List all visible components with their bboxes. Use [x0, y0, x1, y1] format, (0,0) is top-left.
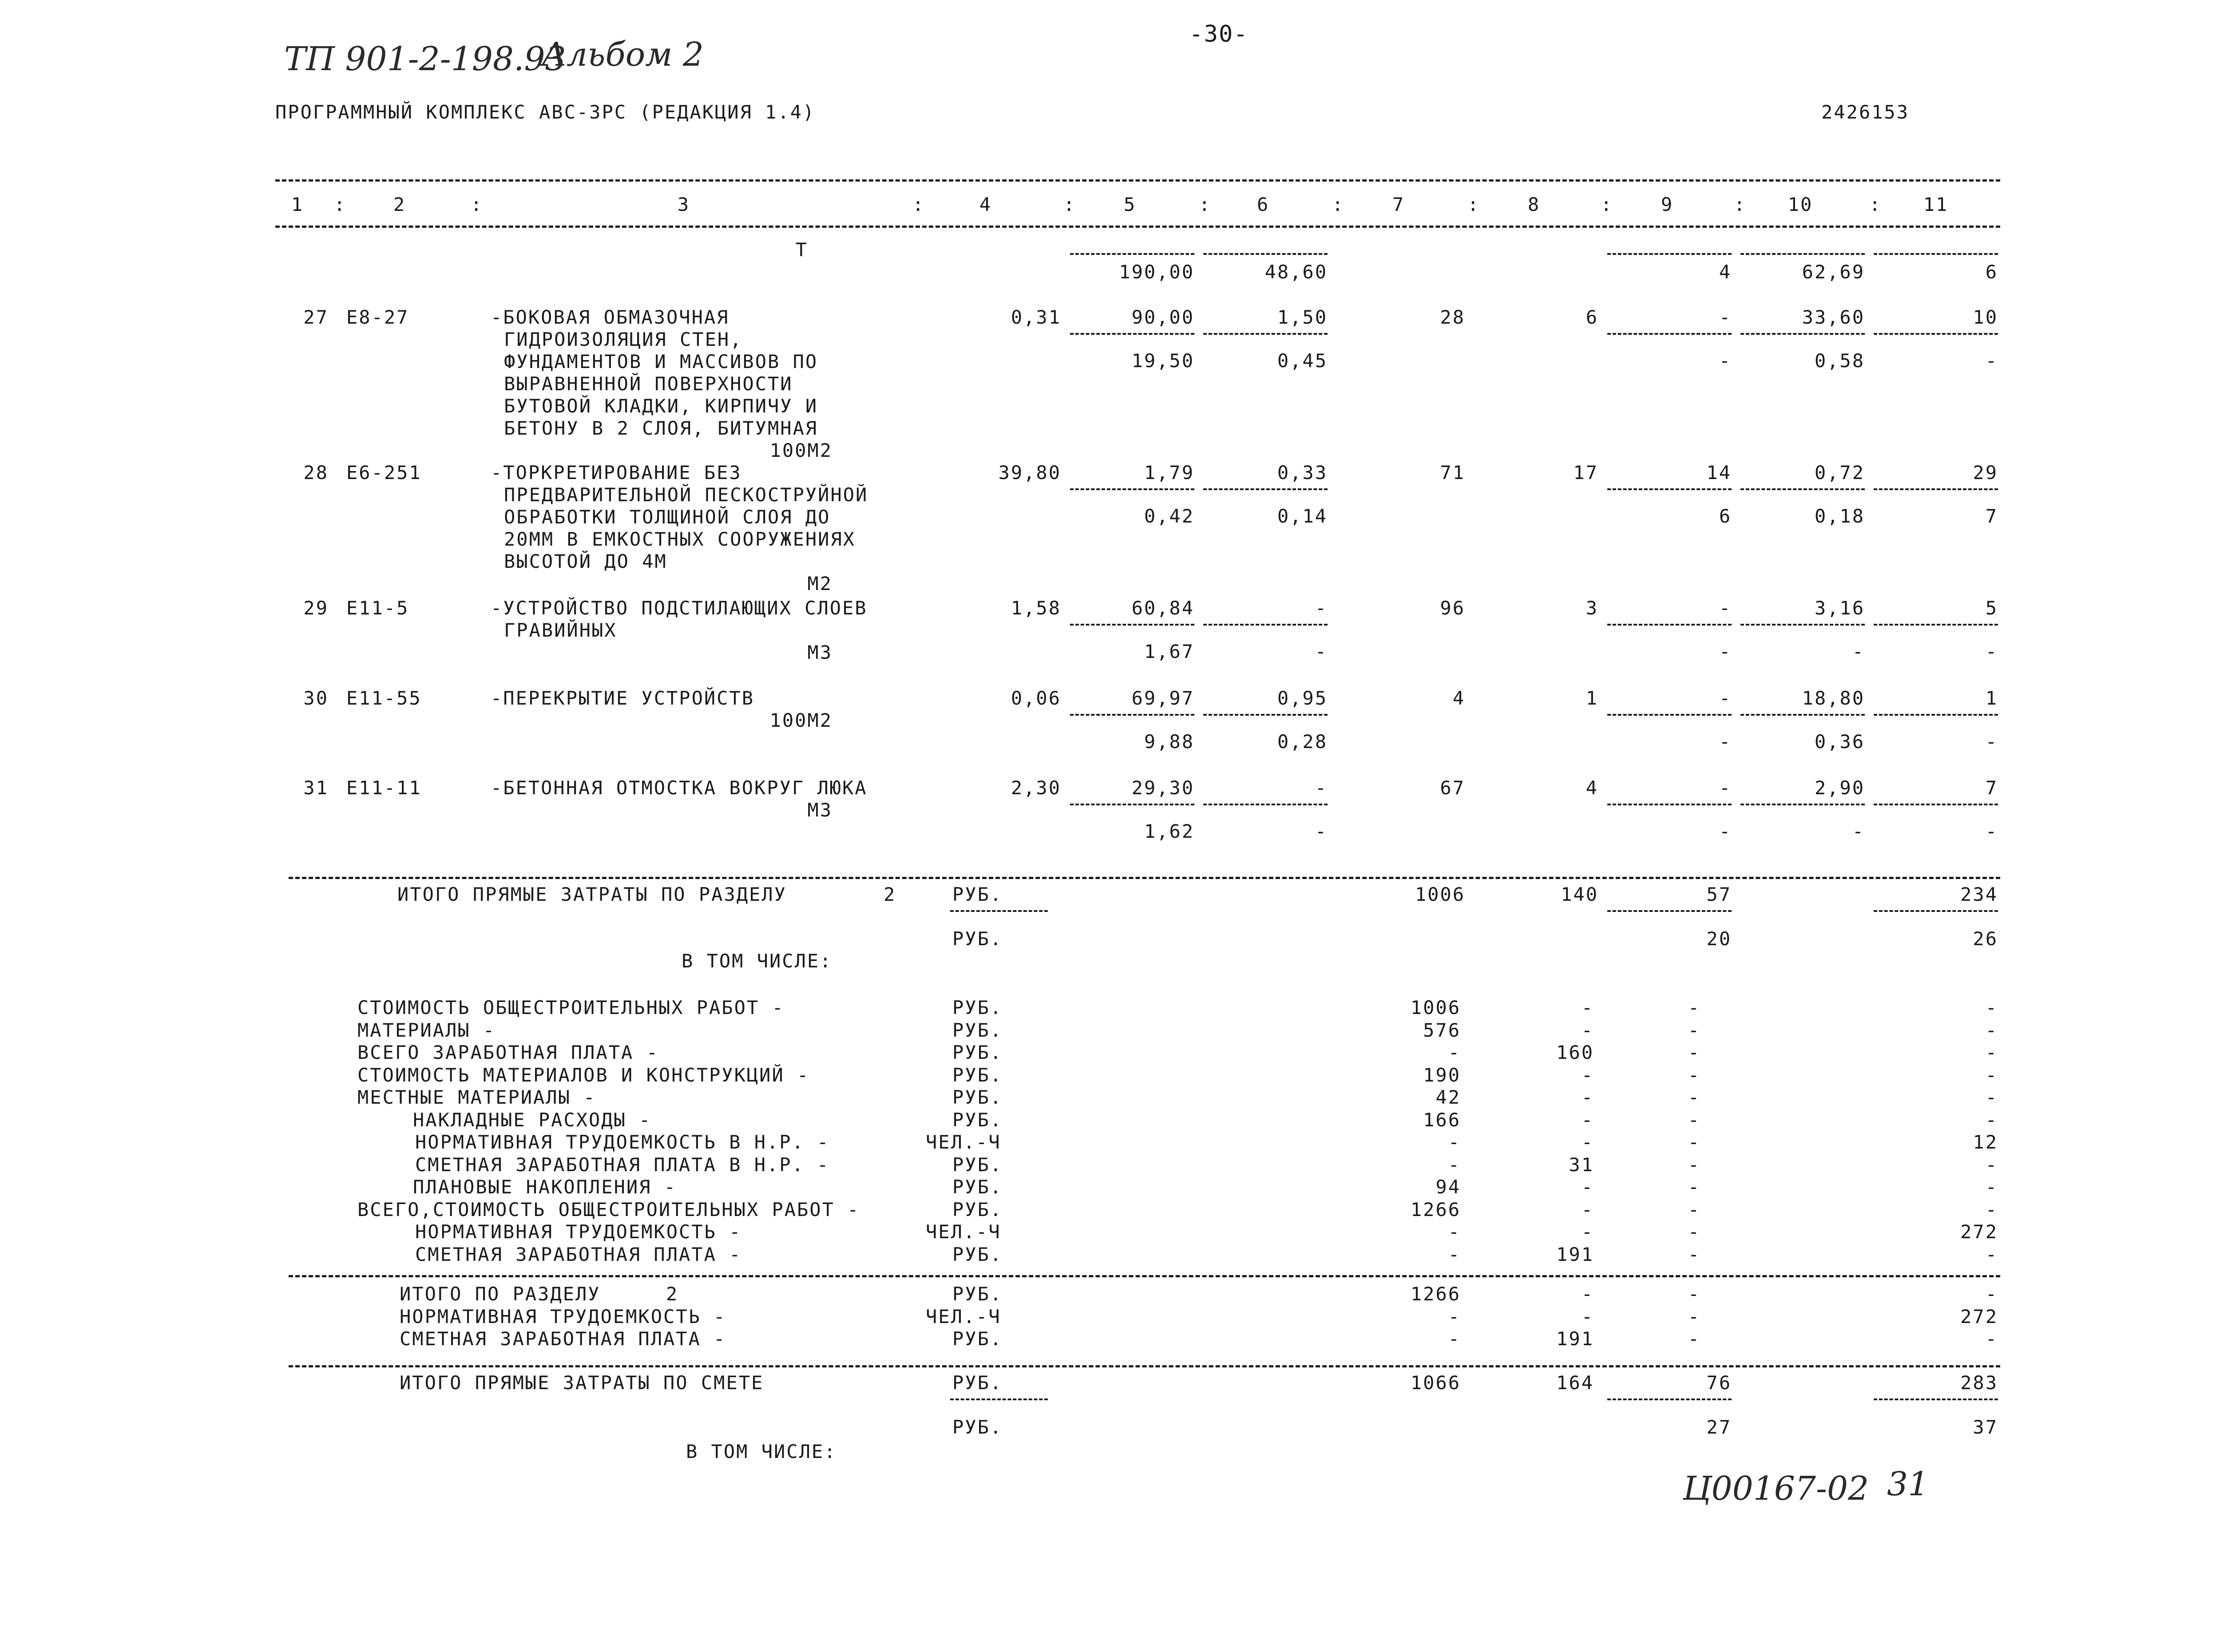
carry-seg-c6	[1203, 253, 1328, 255]
breakdown-label: СТОИМОСТЬ МАТЕРИАЛОВ И КОНСТРУКЦИЙ -	[357, 1064, 810, 1086]
estimate-total-rule	[289, 1365, 2000, 1367]
item-c10-top: 33,60	[1802, 306, 1865, 328]
column-separator: :	[1467, 194, 1480, 215]
breakdown-c11: -	[1985, 1243, 1998, 1265]
breakdown-label: ВСЕГО ЗАРАБОТНАЯ ПЛАТА -	[357, 1042, 659, 1063]
item-divider-c6	[1203, 804, 1328, 805]
item-c11-top: 7	[1985, 777, 1998, 799]
item-divider-c11	[1874, 624, 1998, 626]
breakdown-label: НОРМАТИВНАЯ ТРУДОЕМКОСТЬ -	[415, 1221, 742, 1243]
item-c5-top: 90,00	[1131, 306, 1194, 328]
item-divider-c10	[1740, 333, 1865, 335]
column-header-1: 1	[291, 194, 304, 215]
item-divider-c5	[1070, 624, 1194, 626]
breakdown-c8: -	[1581, 997, 1594, 1018]
item-divider-c5	[1070, 804, 1194, 805]
column-header-6: 6	[1257, 194, 1270, 215]
summary-c7: 1266	[1410, 1283, 1461, 1305]
carry-seg-c11	[1874, 253, 1998, 255]
item-divider-c9	[1607, 714, 1732, 716]
item-description-line: -ТОРКРЕТИРОВАНИЕ БЕЗ	[491, 462, 742, 483]
carry-c10: 62,69	[1802, 261, 1865, 283]
item-unit: М3	[807, 799, 832, 821]
item-divider-c6	[1203, 714, 1328, 716]
section-total-c9-div	[1607, 910, 1732, 912]
item-c8: 4	[1586, 777, 1598, 799]
item-c10-bottom: -	[1852, 641, 1865, 662]
item-number: 29	[303, 597, 329, 619]
item-divider-c9	[1607, 488, 1732, 490]
column-header-8: 8	[1527, 194, 1541, 215]
section-summary-rule	[289, 1275, 2000, 1277]
section-total-unit-bottom: РУБ.	[952, 928, 1003, 950]
breakdown-c7: 94	[1435, 1176, 1461, 1198]
item-c11-top: 10	[1973, 306, 1998, 328]
column-separator: :	[1869, 194, 1882, 215]
column-separator: :	[1734, 194, 1747, 215]
item-c11-bottom: -	[1985, 820, 1998, 842]
item-c9-bottom: 6	[1719, 505, 1732, 527]
breakdown-c7: -	[1448, 1153, 1461, 1176]
breakdown-c9: -	[1688, 1198, 1701, 1220]
breakdown-c11: -	[1985, 1019, 1998, 1041]
breakdown-c9: -	[1688, 1131, 1701, 1153]
item-c9-top: -	[1719, 597, 1732, 619]
item-divider-c10	[1740, 804, 1865, 805]
section-total-c11-div	[1874, 910, 1998, 912]
item-divider-c6	[1203, 488, 1328, 490]
column-header-11: 11	[1923, 194, 1949, 215]
column-separator: :	[471, 194, 484, 215]
item-c10-bottom: 0,36	[1814, 731, 1865, 753]
estimate-total-c8: 164	[1556, 1372, 1594, 1394]
item-code: Е6-251	[346, 462, 422, 483]
estimate-total-unit-div	[950, 1398, 1048, 1400]
item-description-line: -БОКОВАЯ ОБМАЗОЧНАЯ	[491, 306, 729, 328]
item-c5-bottom: 0,42	[1144, 505, 1194, 527]
item-description-line: ГРАВИЙНЫХ	[504, 619, 617, 641]
section-total-c11-bottom: 26	[1973, 928, 1998, 950]
breakdown-c9: -	[1688, 1109, 1701, 1131]
item-quantity: 0,31	[1011, 306, 1061, 328]
breakdown-unit: РУБ.	[952, 1243, 1003, 1265]
item-divider-c5	[1070, 488, 1194, 490]
summary-c8: -	[1581, 1283, 1594, 1305]
column-separator: :	[1063, 194, 1076, 215]
item-c9-bottom: -	[1719, 350, 1732, 372]
item-description-line: ВЫСОТОЙ ДО 4М	[504, 551, 667, 572]
header-rule-top	[275, 179, 2000, 182]
section-total-c11-top: 234	[1960, 883, 1998, 905]
breakdown-unit: РУБ.	[952, 1086, 1003, 1108]
breakdown-label: НАКЛАДНЫЕ РАСХОДЫ -	[413, 1109, 652, 1131]
estimate-total-unit-bottom: РУБ.	[952, 1416, 1003, 1438]
item-c7: 67	[1440, 777, 1465, 799]
breakdown-c9: -	[1688, 1064, 1701, 1086]
column-header-9: 9	[1661, 194, 1674, 215]
summary-c7: -	[1448, 1328, 1461, 1350]
breakdown-unit: ЧЕЛ.-Ч	[926, 1131, 1001, 1153]
breakdown-unit: РУБ.	[952, 1109, 1003, 1131]
item-c8: 17	[1573, 462, 1598, 483]
program-title: ПРОГРАММНЫЙ КОМПЛЕКС АВС-ЗРС (РЕДАКЦИЯ 1.4)	[275, 101, 816, 123]
item-c5-top: 1,79	[1144, 462, 1194, 483]
breakdown-c9: -	[1688, 1086, 1701, 1108]
column-header-5: 5	[1123, 194, 1137, 215]
item-description-line: -УСТРОЙСТВО ПОДСТИЛАЮЩИХ СЛОЕВ	[491, 597, 868, 619]
breakdown-c11: 12	[1973, 1131, 1998, 1153]
column-separator: :	[912, 194, 925, 215]
summary-c11: -	[1985, 1283, 1998, 1305]
item-c6-bottom: -	[1315, 641, 1328, 662]
breakdown-c8: 31	[1569, 1153, 1594, 1176]
breakdown-c8: -	[1581, 1086, 1594, 1108]
item-divider-c11	[1874, 333, 1998, 335]
sheet-number-handwritten: 31	[1887, 1465, 1929, 1503]
breakdown-c8: -	[1581, 1198, 1594, 1220]
item-c11-top: 29	[1973, 462, 1998, 483]
document-number: 2426153	[1821, 101, 1909, 123]
breakdown-c9: -	[1688, 1153, 1701, 1176]
item-description-line: БУТОВОЙ КЛАДКИ, КИРПИЧУ И	[504, 395, 818, 417]
breakdown-c8: -	[1581, 1131, 1594, 1153]
breakdown-label: СМЕТНАЯ ЗАРАБОТНАЯ ПЛАТА В Н.Р. -	[415, 1153, 830, 1176]
carry-c9: 4	[1719, 261, 1732, 283]
item-divider-c9	[1607, 624, 1732, 626]
breakdown-label: МАТЕРИАЛЫ -	[357, 1019, 496, 1041]
section-total-label: ИТОГО ПРЯМЫЕ ЗАТРАТЫ ПО РАЗДЕЛУ	[397, 883, 787, 905]
summary-unit: РУБ.	[952, 1283, 1003, 1305]
item-c11-bottom: -	[1985, 641, 1998, 662]
column-separator: :	[334, 194, 347, 215]
item-description-line: БЕТОНУ В 2 СЛОЯ, БИТУМНАЯ	[504, 417, 818, 439]
item-c10-top: 3,16	[1814, 597, 1865, 619]
item-c6-bottom: 0,28	[1277, 731, 1328, 753]
breakdown-unit: РУБ.	[952, 1019, 1003, 1041]
item-c6-top: -	[1315, 777, 1328, 799]
item-c9-bottom: -	[1719, 641, 1732, 662]
item-code: Е11-5	[346, 597, 409, 619]
breakdown-label: НОРМАТИВНАЯ ТРУДОЕМКОСТЬ В Н.Р. -	[415, 1131, 830, 1153]
breakdown-unit: РУБ.	[952, 997, 1003, 1018]
item-c8: 1	[1586, 687, 1598, 709]
breakdown-c7: 576	[1423, 1019, 1461, 1041]
summary-c9: -	[1688, 1305, 1701, 1327]
column-separator: :	[1601, 194, 1613, 215]
section-total-unit-div	[950, 910, 1048, 912]
item-description-line: ГИДРОИЗОЛЯЦИЯ СТЕН,	[504, 329, 743, 350]
item-c6-bottom: 0,45	[1277, 350, 1328, 372]
item-divider-c9	[1607, 804, 1732, 805]
breakdown-c11: -	[1985, 1042, 1998, 1063]
summary-unit: РУБ.	[952, 1328, 1003, 1350]
item-description-line: ФУНДАМЕНТОВ И МАССИВОВ ПО	[504, 351, 818, 372]
breakdown-c7: -	[1448, 1042, 1461, 1063]
breakdown-c7: 190	[1423, 1064, 1461, 1086]
item-c7: 4	[1452, 687, 1465, 709]
estimate-total-c11-bottom: 37	[1973, 1416, 1998, 1438]
summary-c8: -	[1581, 1305, 1594, 1327]
estimate-total-c9-bottom: 27	[1706, 1416, 1732, 1438]
summary-c9: -	[1688, 1283, 1701, 1305]
summary-label: СМЕТНАЯ ЗАРАБОТНАЯ ПЛАТА -	[400, 1328, 726, 1350]
breakdown-c8: -	[1581, 1019, 1594, 1041]
item-c9-top: -	[1719, 306, 1732, 328]
item-unit: 100М2	[769, 440, 832, 461]
item-c6-bottom: 0,14	[1277, 505, 1328, 527]
breakdown-unit: РУБ.	[952, 1064, 1003, 1086]
breakdown-c11: 272	[1960, 1221, 1998, 1243]
breakdown-unit: РУБ.	[952, 1176, 1003, 1198]
item-number: 27	[303, 306, 329, 328]
summary-c8: 191	[1556, 1328, 1594, 1350]
breakdown-c11: -	[1985, 1153, 1998, 1176]
summary-label: НОРМАТИВНАЯ ТРУДОЕМКОСТЬ -	[400, 1305, 726, 1327]
column-separator: :	[1199, 194, 1212, 215]
item-description-line: ОБРАБОТКИ ТОЛЩИНОЙ СЛОЯ ДО	[504, 506, 831, 528]
section-total-c7: 1006	[1415, 883, 1465, 905]
summary-section-number: 2	[666, 1283, 679, 1305]
summary-c7: -	[1448, 1305, 1461, 1327]
item-number: 30	[303, 687, 329, 709]
summary-unit: ЧЕЛ.-Ч	[926, 1305, 1001, 1327]
estimate-total-c9-top: 76	[1706, 1372, 1732, 1394]
summary-label: ИТОГО ПО РАЗДЕЛУ	[400, 1283, 601, 1305]
item-divider-c10	[1740, 624, 1865, 626]
item-c9-bottom: -	[1719, 820, 1732, 842]
summary-c11: 272	[1960, 1305, 1998, 1327]
carry-c5: 190,00	[1119, 261, 1194, 283]
item-number: 28	[303, 462, 329, 483]
item-c5-bottom: 1,67	[1144, 641, 1194, 662]
breakdown-c7: -	[1448, 1131, 1461, 1153]
item-c10-top: 18,80	[1802, 687, 1865, 709]
section-total-including: В ТОМ ЧИСЛЕ:	[682, 950, 832, 972]
breakdown-c7: 42	[1435, 1086, 1461, 1108]
item-c9-top: 14	[1706, 462, 1732, 483]
page-number: -30-	[1189, 21, 1249, 48]
breakdown-c11: -	[1985, 1064, 1998, 1086]
carry-unit: Т	[795, 239, 808, 261]
section-total-number: 2	[884, 883, 896, 905]
item-c6-top: 1,50	[1277, 306, 1328, 328]
item-c5-top: 29,30	[1131, 777, 1194, 799]
item-divider-c9	[1607, 333, 1732, 335]
breakdown-c7: -	[1448, 1221, 1461, 1243]
carry-c11: 6	[1985, 261, 1998, 283]
breakdown-c9: -	[1688, 1042, 1701, 1063]
item-quantity: 39,80	[998, 462, 1061, 483]
item-c5-top: 60,84	[1131, 597, 1194, 619]
item-quantity: 0,06	[1011, 687, 1061, 709]
item-c5-bottom: 1,62	[1144, 820, 1194, 842]
estimate-total-label: ИТОГО ПРЯМЫЕ ЗАТРАТЫ ПО СМЕТЕ	[400, 1372, 764, 1394]
carry-c6: 48,60	[1265, 261, 1328, 283]
item-c11-bottom: -	[1985, 350, 1998, 372]
item-divider-c5	[1070, 333, 1194, 335]
project-code-handwritten: ТП 901-2-198.93	[284, 40, 566, 78]
breakdown-c11: -	[1985, 1198, 1998, 1220]
sheet-code-handwritten: Ц00167-02	[1683, 1470, 1869, 1508]
breakdown-c11: -	[1985, 1086, 1998, 1108]
item-c5-bottom: 19,50	[1131, 350, 1194, 372]
column-header-7: 7	[1392, 194, 1405, 215]
item-divider-c11	[1874, 804, 1998, 805]
item-divider-c11	[1874, 488, 1998, 490]
item-c10-top: 2,90	[1814, 777, 1865, 799]
item-quantity: 1,58	[1011, 597, 1061, 619]
breakdown-label: МЕСТНЫЕ МАТЕРИАЛЫ -	[357, 1086, 596, 1108]
breakdown-label: ВСЕГО,СТОИМОСТЬ ОБЩЕСТРОИТЕЛЬНЫХ РАБОТ -	[357, 1198, 860, 1220]
item-c7: 71	[1440, 462, 1465, 483]
item-c11-top: 1	[1985, 687, 1998, 709]
item-c7: 28	[1440, 306, 1465, 328]
item-c10-bottom: 0,58	[1814, 350, 1865, 372]
estimate-total-c11-top: 283	[1960, 1372, 1998, 1394]
item-unit: М3	[807, 642, 832, 663]
item-c5-bottom: 9,88	[1144, 731, 1194, 753]
estimate-total-c11-div	[1874, 1398, 1998, 1400]
breakdown-c8: -	[1581, 1064, 1594, 1086]
section-total-c9-bottom: 20	[1706, 928, 1732, 950]
item-c9-top: -	[1719, 687, 1732, 709]
breakdown-label: СТОИМОСТЬ ОБЩЕСТРОИТЕЛЬНЫХ РАБОТ -	[357, 997, 785, 1018]
item-c9-top: -	[1719, 777, 1732, 799]
column-separator: :	[1332, 194, 1345, 215]
item-code: Е11-55	[346, 687, 422, 709]
carry-seg-c9	[1607, 253, 1732, 255]
item-quantity: 2,30	[1011, 777, 1061, 799]
item-divider-c5	[1070, 714, 1194, 716]
breakdown-unit: ЧЕЛ.-Ч	[926, 1221, 1001, 1243]
item-c7: 96	[1440, 597, 1465, 619]
item-description-line: -БЕТОННАЯ ОТМОСТКА ВОКРУГ ЛЮКА	[491, 777, 868, 799]
breakdown-c8: -	[1581, 1221, 1594, 1243]
item-c10-bottom: 0,18	[1814, 505, 1865, 527]
item-c6-bottom: -	[1315, 820, 1328, 842]
summary-c9: -	[1688, 1328, 1701, 1350]
estimate-total-c9-div	[1607, 1398, 1732, 1400]
item-c8: 6	[1586, 306, 1598, 328]
breakdown-c8: -	[1581, 1109, 1594, 1131]
item-c10-bottom: -	[1852, 820, 1865, 842]
breakdown-c7: 166	[1423, 1109, 1461, 1131]
item-c5-top: 69,97	[1131, 687, 1194, 709]
item-c6-top: 0,95	[1277, 687, 1328, 709]
item-code: Е11-11	[346, 777, 422, 799]
estimate-total-including: В ТОМ ЧИСЛЕ:	[686, 1441, 837, 1462]
column-header-4: 4	[979, 194, 992, 215]
breakdown-c7: 1266	[1410, 1198, 1461, 1220]
header-rule-bottom	[275, 226, 2000, 228]
section-total-unit-top: РУБ.	[952, 883, 1003, 905]
section-total-c8: 140	[1561, 883, 1598, 905]
item-c8: 3	[1586, 597, 1598, 619]
column-header-10: 10	[1788, 194, 1813, 215]
item-divider-c10	[1740, 714, 1865, 716]
breakdown-unit: РУБ.	[952, 1042, 1003, 1063]
breakdown-label: СМЕТНАЯ ЗАРАБОТНАЯ ПЛАТА -	[415, 1243, 742, 1265]
item-description-line: ВЫРАВНЕННОЙ ПОВЕРХНОСТИ	[504, 373, 793, 395]
estimate-total-unit-top: РУБ.	[952, 1372, 1003, 1394]
breakdown-c11: -	[1985, 997, 1998, 1018]
item-c11-bottom: 7	[1985, 505, 1998, 527]
section-total-c9-top: 57	[1706, 883, 1732, 905]
breakdown-c9: -	[1688, 1221, 1701, 1243]
carry-seg-c5	[1070, 253, 1194, 255]
item-c10-top: 0,72	[1814, 462, 1865, 483]
item-description-line: ПРЕДВАРИТЕЛЬНОЙ ПЕСКОСТРУЙНОЙ	[504, 484, 868, 506]
item-c9-bottom: -	[1719, 731, 1732, 753]
carry-seg-c10	[1740, 253, 1865, 255]
section-total-rule	[289, 877, 2000, 879]
breakdown-c7: 1006	[1410, 997, 1461, 1018]
column-header-2: 2	[393, 194, 406, 215]
item-unit: 100М2	[769, 709, 832, 731]
album-handwritten: Альбом 2	[542, 36, 704, 74]
breakdown-c9: -	[1688, 1176, 1701, 1198]
breakdown-c11: -	[1985, 1109, 1998, 1131]
item-code: Е8-27	[346, 306, 409, 328]
breakdown-c8: -	[1581, 1176, 1594, 1198]
item-divider-c10	[1740, 488, 1865, 490]
item-number: 31	[303, 777, 329, 799]
breakdown-c8: 160	[1556, 1042, 1594, 1063]
breakdown-unit: РУБ.	[952, 1198, 1003, 1220]
item-description-line: -ПЕРЕКРЫТИЕ УСТРОЙСТВ	[491, 687, 755, 709]
item-c6-top: -	[1315, 597, 1328, 619]
item-unit: М2	[807, 573, 832, 594]
item-divider-c6	[1203, 333, 1328, 335]
breakdown-c8: 191	[1556, 1243, 1594, 1265]
item-divider-c6	[1203, 624, 1328, 626]
breakdown-label: ПЛАНОВЫЕ НАКОПЛЕНИЯ -	[413, 1176, 677, 1198]
breakdown-c11: -	[1985, 1176, 1998, 1198]
breakdown-unit: РУБ.	[952, 1153, 1003, 1176]
breakdown-c9: -	[1688, 997, 1701, 1018]
column-header-3: 3	[677, 194, 690, 215]
breakdown-c7: -	[1448, 1243, 1461, 1265]
breakdown-c9: -	[1688, 1243, 1701, 1265]
item-divider-c11	[1874, 714, 1998, 716]
summary-c11: -	[1985, 1328, 1998, 1350]
estimate-total-c7: 1066	[1410, 1372, 1461, 1394]
breakdown-c9: -	[1688, 1019, 1701, 1041]
item-c11-top: 5	[1985, 597, 1998, 619]
item-c11-bottom: -	[1985, 731, 1998, 753]
item-description-line: 20ММ В ЕМКОСТНЫХ СООРУЖЕНИЯХ	[504, 528, 856, 550]
item-c6-top: 0,33	[1277, 462, 1328, 483]
